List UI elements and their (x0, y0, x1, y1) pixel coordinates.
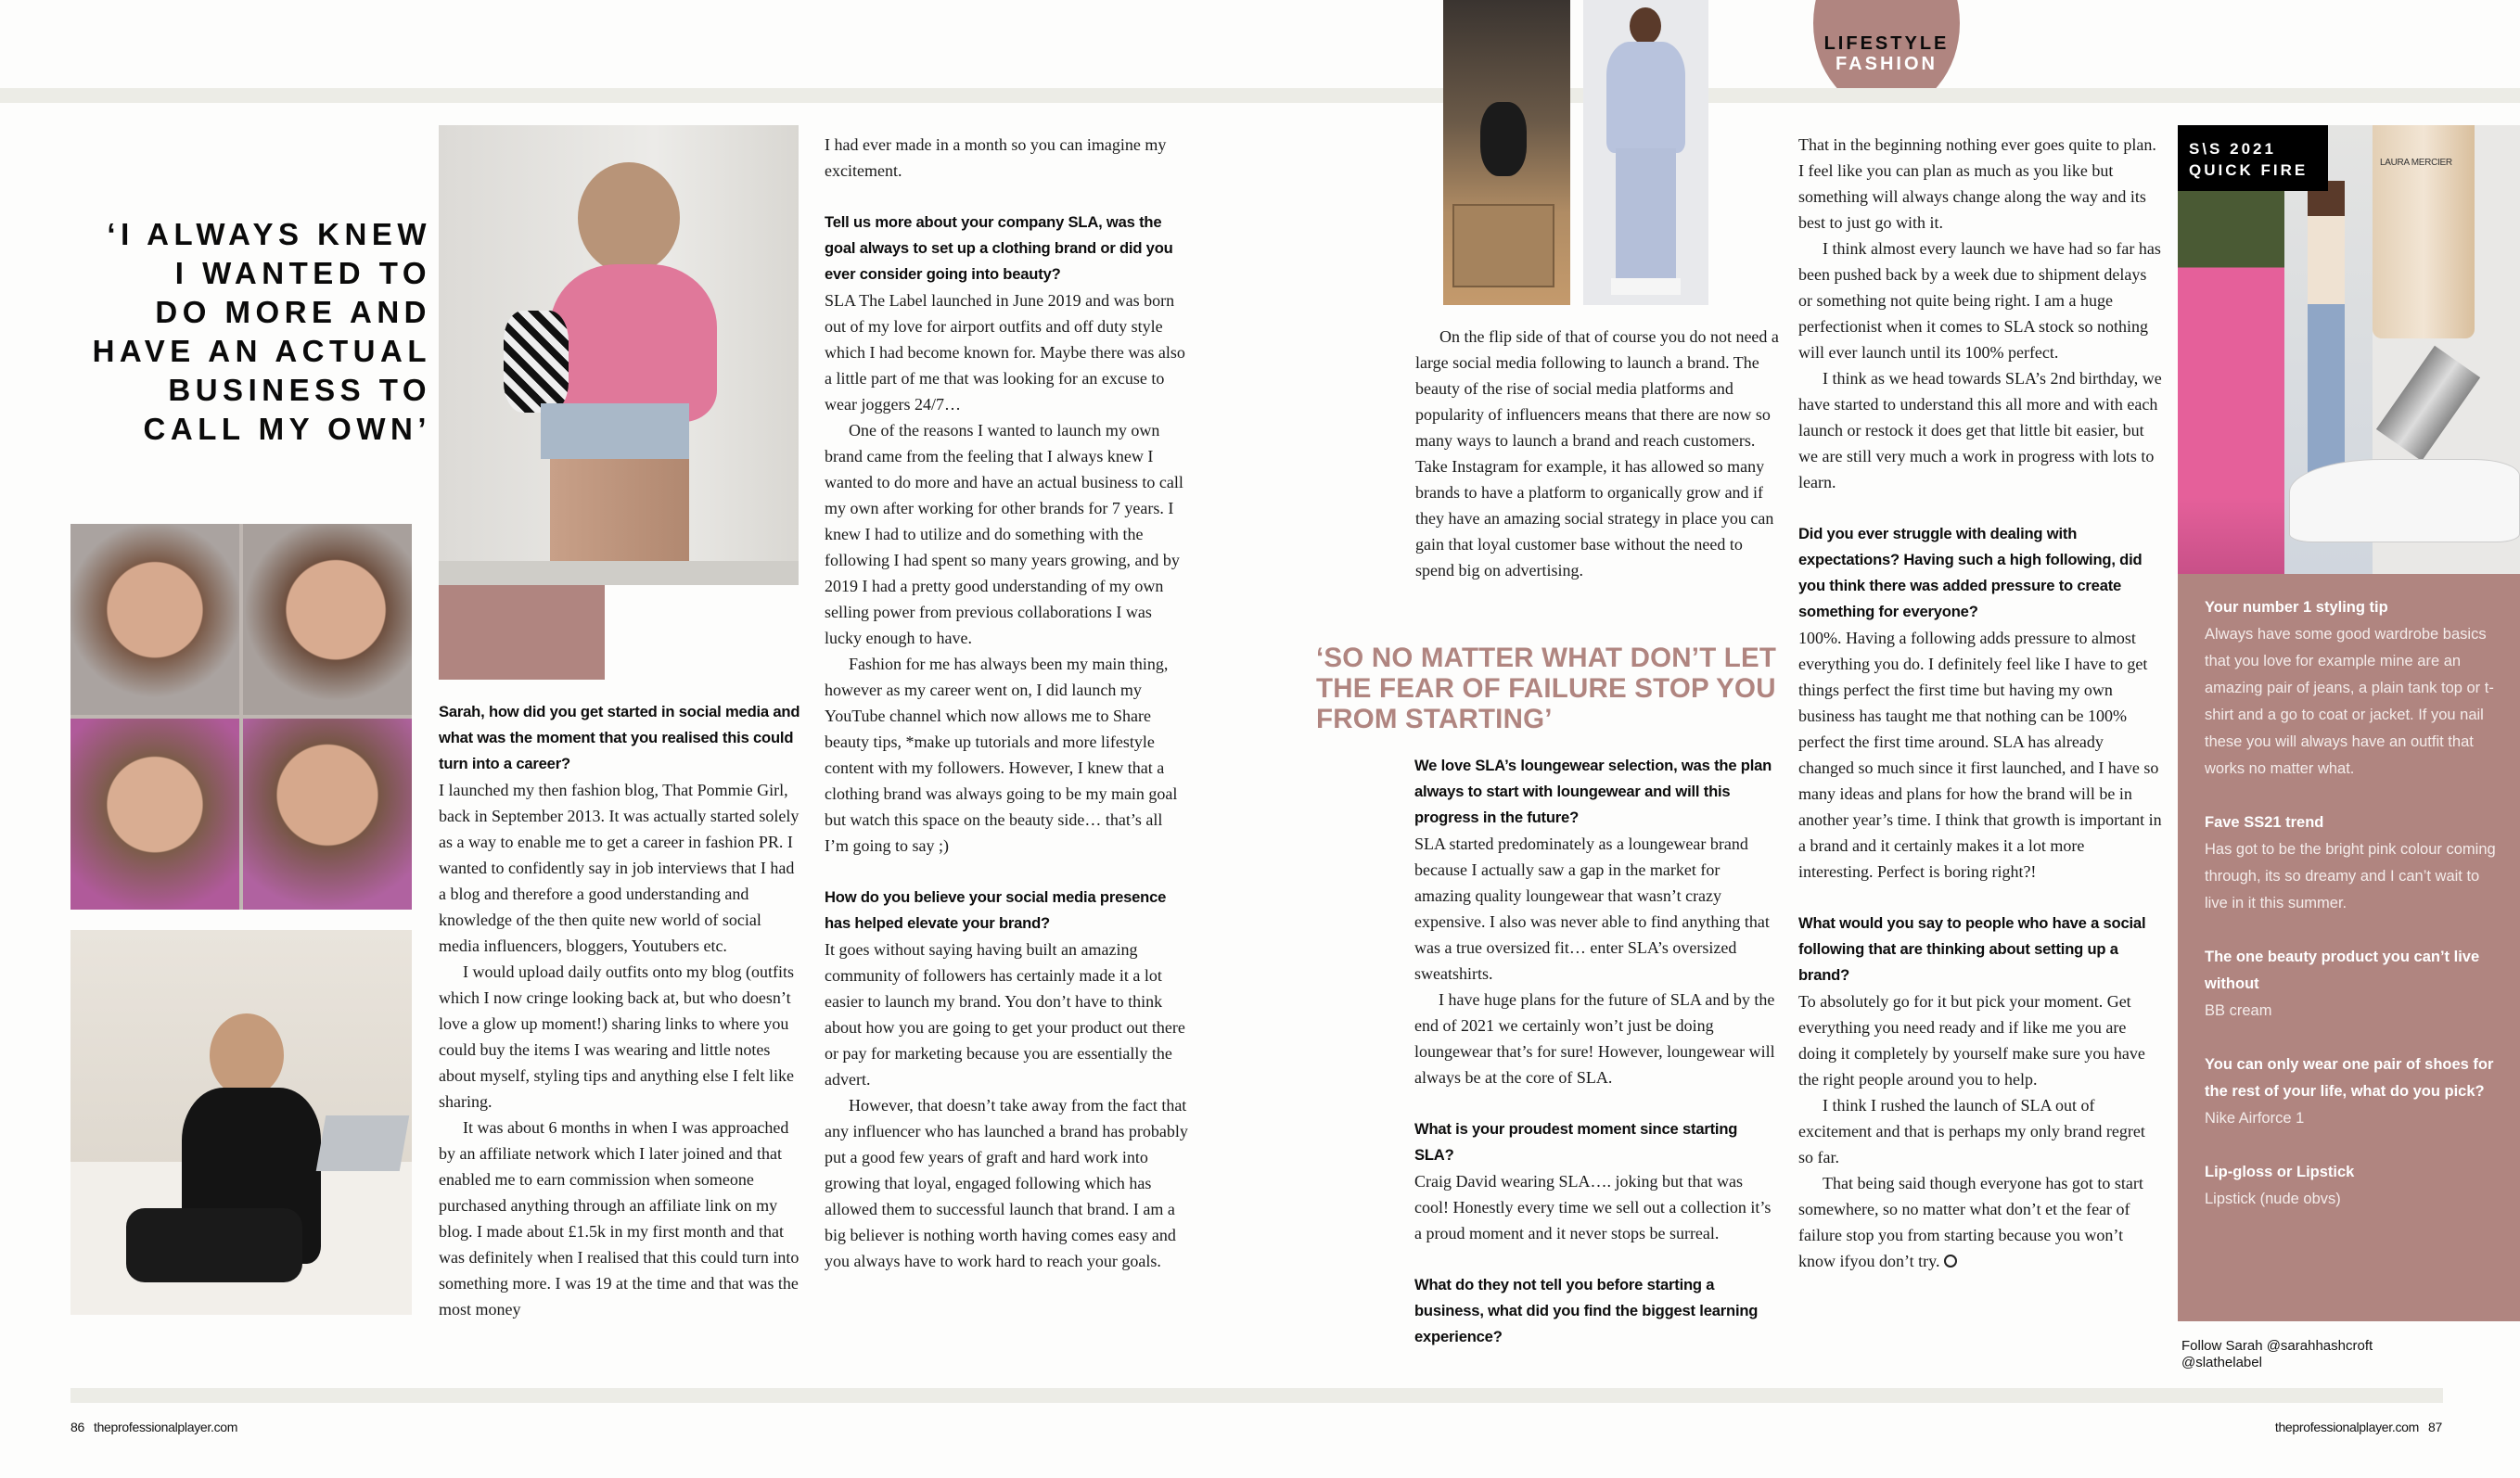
interview-answer (439, 959, 802, 1115)
paragraph-text: That being said though everyone has got to start somewhere, so no matter what don’t et the fear of failure stop you from starting because you won’t know ifyou don’t try. (1798, 1174, 2143, 1270)
paragraph-text: It goes without saying having built an amazing community of followers has certainly made it a lot easier to launch my brand. You don’t have to think about how you are going to get your product out there or pay for marketing because you are essentially the advert. (825, 940, 1185, 1089)
interview-question (1798, 521, 2162, 625)
site-url-right: theprofessionalplayer.com (2274, 1420, 2420, 1434)
article-column-1 (439, 699, 802, 1322)
interview-answer (1798, 132, 2162, 236)
page-number-right: 87 (2428, 1420, 2442, 1434)
paragraph-text: I launched my then fashion blog, That Pommie Girl, back in September 2013. It was actually started solely as a way to enable me to get a career in fashion PR. I wanted to confidently say in job interviews that I had a blog and therefore a good understanding and knowledge of the then quite new world of social media influencers, bloggers, Youtubers etc. (439, 781, 799, 955)
interview-question (1798, 911, 2162, 988)
header-band (0, 88, 2520, 103)
quote-line: HAVE AN ACTUAL (92, 334, 431, 368)
paragraph-text: That in the beginning nothing ever goes quite to plan. I feel like you can plan as much as you like but something will always change along the way and its best to just go with it. (1798, 135, 2156, 232)
paragraph-text: What is your proudest moment since starting SLA? (1414, 1120, 1738, 1164)
interview-question (825, 210, 1188, 287)
paragraph-text: What would you say to people who have a social following that are thinking about setting up a brand? (1798, 914, 2146, 984)
article-column-4 (1798, 132, 2162, 1274)
quick-fire-sidebar (2178, 574, 2520, 1321)
end-mark-icon (1944, 1255, 1957, 1268)
interview-answer (1414, 1168, 1778, 1246)
section-badge (1813, 0, 1960, 88)
quick-fire-answer: BB cream (2205, 1002, 2272, 1019)
quick-fire-question: The one beauty product you can’t live without (2205, 949, 2480, 992)
follow-sarah: Follow Sarah @sarahhashcroft (2181, 1338, 2373, 1354)
interview-answer (825, 1092, 1188, 1274)
interview-question (439, 699, 802, 777)
photo-quick-fire-collage (2178, 125, 2520, 574)
interview-answer (1798, 365, 2162, 495)
paragraph-text: I would upload daily outfits onto my blog (outfits which I now cringe looking back at, but who doesn’t love a glow up moment!) sharing links to where you could buy the items I was wearing and little notes about myself, styling tips and anything else I felt like sharing. (439, 962, 794, 1111)
interview-answer (1798, 236, 2162, 365)
quick-fire-item (2205, 594, 2501, 783)
interview-question (1414, 1272, 1778, 1350)
quick-fire-question: Lip-gloss or Lipstick (2205, 1164, 2355, 1180)
quick-fire-question: Fave SS21 trend (2205, 814, 2324, 831)
quick-fire-answer: Nike Airforce 1 (2205, 1110, 2305, 1127)
quick-fire-item (2205, 1051, 2501, 1132)
paragraph-text: Did you ever struggle with dealing with expectations? Having such a high following, did you think there was added pressure to create something for everyone? (1798, 525, 2143, 620)
interview-answer (1798, 988, 2162, 1092)
interview-answer (825, 417, 1188, 651)
paragraph-text: What do they not tell you before starting a business, what did you find the biggest learning experience? (1414, 1276, 1759, 1345)
quick-fire-title (2178, 125, 2328, 191)
page-number-left: 86 (70, 1420, 84, 1434)
interview-answer (1798, 1170, 2162, 1274)
paragraph-text: Craig David wearing SLA…. joking but that was cool! Honestly every time we sell out a collection it’s a proud moment and it never stops be surreal. (1414, 1172, 1772, 1242)
footer-right (2275, 1420, 2442, 1434)
follow-credits (2181, 1338, 2373, 1371)
quick-fire-answer: Has got to be the bright pink colour coming through, its so dreamy and I can’t wait to live in it this summer. (2205, 841, 2496, 911)
pull-quote-right: ‘SO NO MATTER WHAT DON’T LET THE FEAR OF FAILURE STOP YOU FROM STARTING’ (1316, 643, 1777, 734)
follow-sla: @slathelabel (2181, 1355, 2262, 1370)
paragraph-text: SLA started predominately as a loungewear brand because I actually saw a gap in the market for amazing quality loungewear that wasn’t crazy expensive. I also was never able to find anything that was a true oversized fit… enter SLA’s oversized sweatshirts. (1414, 835, 1770, 983)
photo-warehouse (1443, 0, 1570, 305)
interview-answer (439, 1115, 802, 1322)
paragraph-text: I think I rushed the launch of SLA out of excitement and that is perhaps my only brand regret so far. (1798, 1096, 2145, 1166)
interview-answer (825, 287, 1188, 417)
footer-left (70, 1420, 247, 1434)
badge-fashion: FASHION (1836, 54, 1938, 74)
quote-line: CALL MY OWN’ (143, 412, 431, 446)
article-column-3-top (1415, 324, 1779, 583)
interview-answer (1798, 625, 2162, 885)
article-column-2 (825, 132, 1188, 1274)
interview-question (825, 885, 1188, 936)
site-url-left: theprofessionalplayer.com (93, 1420, 238, 1434)
photo-crouching-woman (439, 125, 799, 585)
interview-answer (1414, 831, 1778, 987)
interview-answer (1414, 987, 1778, 1090)
quick-fire-question: Your number 1 styling tip (2205, 599, 2388, 616)
product-label: LAURA MERCIER (2380, 158, 2452, 168)
paragraph-text: However, that doesn’t take away from the fact that any influencer who has launched a brand has probably put a good few years of graft and hard work into growing that loyal, engaged following which has allowed them to successful launch that brand. I am a big believer is nothing worth having comes easy and you always have to work hard to reach your goals. (825, 1096, 1188, 1270)
paragraph-text: Tell us more about your company SLA, was the goal always to set up a clothing brand or did you ever consider going into beauty? (825, 213, 1173, 283)
paragraph-text: 100%. Having a following adds pressure to almost everything you do. I definitely feel like I have to get things perfect the first time but having my own business has taught me that nothing can be 100% perfect the first time around. SLA has already changed so much since it first launched, and I have so many ideas and plans for how the brand will be in another year’s time. I think that growth is important in a brand and it certainly makes it a lot more interesting. Perfect is boring right?! (1798, 629, 2162, 881)
interview-answer (1415, 324, 1779, 583)
paragraph-text: I think as we head towards SLA’s 2nd birthday, we have started to understand this all more and with each launch or restock it does get that little bit easier, but we are still very much a work in progress with lots to learn. (1798, 369, 2162, 491)
interview-answer (439, 777, 802, 959)
interview-question (1414, 1116, 1778, 1168)
quick-fire-item (2205, 809, 2501, 917)
article-column-3-bottom (1414, 753, 1778, 1350)
quick-fire-answer: Always have some good wardrobe basics that you love for example mine are an amazing pair of jeans, a plain tank top or t-shirt and a go to coat or jacket. If you nail these you will always have an outfit that works no matter what. (2205, 626, 2494, 777)
quick-fire-season: S\S 2021 (2189, 140, 2276, 158)
interview-answer (825, 132, 1188, 184)
footer-band (70, 1388, 2443, 1403)
paragraph-text: To absolutely go for it but pick your moment. Get everything you need ready and if like me you are doing it completely by yourself make sure you have the right people around you to help. (1798, 992, 2145, 1089)
quick-fire-item (2205, 944, 2501, 1025)
accent-block (439, 585, 605, 680)
pull-quote-left (56, 215, 431, 449)
quick-fire-question: You can only wear one pair of shoes for the rest of your life, what do you pick? (2205, 1056, 2494, 1100)
paragraph-text: We love SLA’s loungewear selection, was the plan always to start with loungewear and will this progress in the future? (1414, 757, 1772, 826)
quick-fire-answer: Lipstick (nude obvs) (2205, 1191, 2341, 1207)
quote-line: DO MORE AND (155, 295, 431, 329)
paragraph-text: One of the reasons I wanted to launch my own brand came from the feeling that I always knew I wanted to do more and have an actual business to call my own after working for other brands for 7 years. I knew I had to utilize and do something with the following I had spent so many years growing, and by 2019 I had a pretty good understanding of my own selling power from previous collaborations I was lucky enough to have. (825, 421, 1183, 647)
paragraph-text: Sarah, how did you get started in social media and what was the moment that you realised this could turn into a career? (439, 703, 800, 772)
quote-line: BUSINESS TO (168, 373, 431, 407)
badge-lifestyle: LIFESTYLE (1823, 33, 1950, 54)
quote-line: I WANTED TO (174, 256, 431, 290)
quote-line: ‘I ALWAYS KNEW (107, 217, 431, 251)
quick-fire-label: QUICK FIRE (2189, 161, 2309, 179)
paragraph-text: I think almost every launch we have had so far has been pushed back by a week due to shipment delays or something not quite being right. I am a huge perfectionist when it comes to SLA stock so nothing will ever launch until its 100% perfect. (1798, 239, 2161, 362)
paragraph-text: Fashion for me has always been my main thing, however as my career went on, I did launch my YouTube channel which now allows me to Share beauty tips, *make up tutorials and more lifestyle content with my followers. However, I knew that a clothing brand was always going to be my main goal but watch this space on the beauty side… that’s all I’m going to say ;) (825, 655, 1178, 855)
interview-question (1414, 753, 1778, 831)
quick-fire-item (2205, 1159, 2501, 1213)
interview-answer (1798, 1092, 2162, 1170)
photo-sofa (70, 930, 412, 1315)
interview-answer (825, 936, 1188, 1092)
photo-loungewear-model (1583, 0, 1708, 305)
paragraph-text: SLA The Label launched in June 2019 and was born out of my love for airport outfits and off duty style which I had become known for. Maybe there was also a little part of me that was looking for an excuse to wear joggers 24/7… (825, 291, 1185, 414)
paragraph-text: On the flip side of that of course you do not need a large social media following to launch a brand. The beauty of the rise of social media platforms and popularity of influencers means that there are now so many ways to launch a brand and reach customers. Take Instagram for example, it has allowed so many brands to have a platform to organically grow and if they have an amazing social strategy in place you can gain that loyal customer base without the need to spend big on advertising. (1415, 327, 1779, 580)
interview-answer (825, 651, 1188, 859)
paragraph-text: I had ever made in a month so you can imagine my excitement. (825, 135, 1167, 180)
paragraph-text: I have huge plans for the future of SLA and by the end of 2021 we certainly won’t just be doing loungewear that’s for sure! However, loungewear will always be at the core of SLA. (1414, 990, 1775, 1087)
paragraph-text: It was about 6 months in when I was approached by an affiliate network which I later joined and that enabled me to earn commission when someone purchased anything through an affiliate link on my blog. I made about £1.5k in my first month and that was definitely when I realised that this could turn into something more. I was 19 at the time and that was the most money (439, 1118, 799, 1319)
paragraph-text: How do you believe your social media presence has helped elevate your brand? (825, 888, 1167, 932)
photo-face-grid (70, 524, 412, 910)
